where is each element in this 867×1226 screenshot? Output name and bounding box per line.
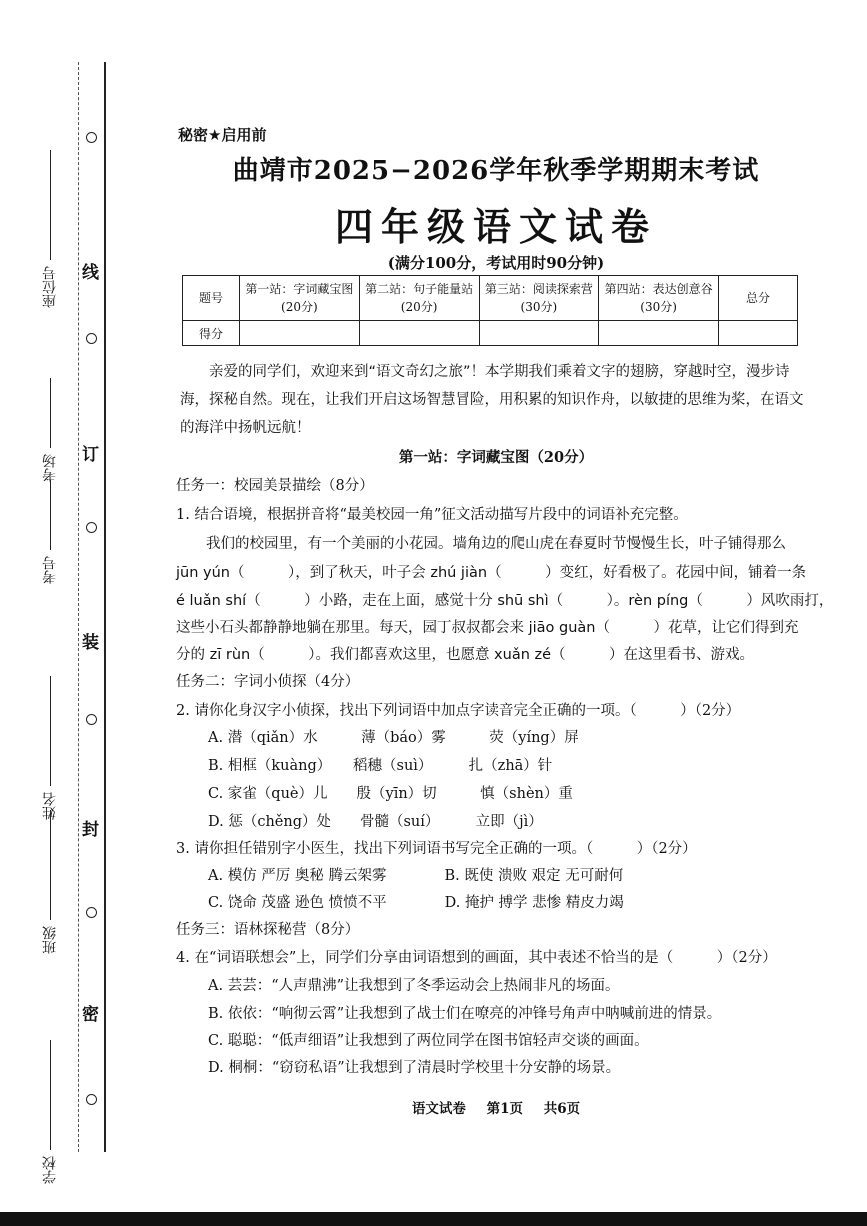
question-1: 1. 结合语境，根据拼音将“最美校园一角”征文活动描写片段中的词语补充完整。 (176, 507, 688, 523)
binding-hole-icon (86, 132, 97, 143)
score-input-cell[interactable] (240, 321, 360, 346)
question-3: 3. 请你担任错别字小医生，找出下列词语书写完全正确的一项。（ ）（2分） (176, 841, 697, 857)
exam-number-field[interactable]: 考号 (40, 480, 60, 584)
footer-subject: 语文试卷 (411, 1101, 466, 1117)
q4-option-b: B. 依依：“响彻云霄”让我想到了战士们在嘹亮的冲锋号角声中呐喊前进的情景。 (208, 1006, 722, 1022)
score-input-cell[interactable] (719, 321, 798, 346)
score-table-cell: 总分 (719, 276, 798, 321)
name-field[interactable]: 姓名 (40, 676, 60, 820)
passage-line: 这些小石头都静静地躺在那里。每天，园丁叔叔都会来 jiāo guàn（ ）花草，让它们得到充 (176, 620, 799, 636)
task-3-heading: 任务三：语林探秘营（8分） (176, 922, 360, 938)
task-2-heading: 任务二：字词小侦探（4分） (176, 674, 360, 690)
page-footer (176, 1097, 816, 1117)
binding-hole-icon (86, 714, 97, 725)
score-input-cell[interactable] (479, 321, 599, 346)
passage-line: é luǎn shí（ ）小路，走在上面，感觉十分 shū shì（ ）。rèn píng（ ）风吹雨打， (176, 593, 834, 609)
intro-paragraph: 亲爱的同学们，欢迎来到“语文奇幻之旅”！本学期我们乘着文字的翅膀，穿越时空，漫步诗海，探秘自然。现在，让我们开启这场智慧冒险，用积累的知识作舟，以敏捷的思维为桨，在语文的海洋中扬帆远航！ (180, 364, 804, 436)
binding-hole-icon (86, 333, 97, 344)
question-4: 4. 在“词语联想会”上，同学们分享由词语想到的画面，其中表述不恰当的是（ ）（2分） (176, 950, 777, 966)
q3-options-cd: C. 饶命 茂盛 逊色 愤愤不平 D. 掩护 搏学 悲惨 精皮力竭 (208, 895, 624, 911)
q3-options-ab: A. 模仿 严厉 奥秘 腾云架雾 B. 既使 溃败 艰定 无可耐何 (208, 868, 624, 884)
score-table-header-row (183, 276, 798, 321)
footer-total: 共6页 (543, 1101, 581, 1117)
footer-page: 第1页 (486, 1101, 523, 1117)
bind-char-zhuang: 装 (82, 633, 99, 653)
binding-line (104, 62, 106, 1152)
exam-note: (满分100分，考试用时90分钟) (387, 254, 605, 272)
score-table-cell: 第三站：阅读探索营 (30分) (479, 276, 599, 321)
school-field[interactable]: 学校 (40, 1040, 60, 1184)
question-2: 2. 请你化身汉字小侦探，找出下列词语中加点字读音完全正确的一项。（ ）（2分） (176, 703, 741, 719)
q2-option-c: C. 家雀（què）儿 殷（yīn）切 慎（shèn）重 (208, 786, 573, 802)
exam-room-field[interactable]: 考场 (40, 378, 60, 482)
q4-option-c: C. 聪聪：“低声细语”让我想到了两位同学在图书馆轻声交谈的画面。 (208, 1033, 649, 1049)
score-table-cell: 第二站：句子能量站 (20分) (359, 276, 479, 321)
score-table-cell: 题号 (183, 276, 240, 321)
passage-line: 我们的校园里，有一个美丽的小花园。墙角边的爬山虎在春夏时节慢慢生长，叶子铺得那么 (206, 536, 786, 552)
seat-number-field[interactable]: 座位号 (40, 150, 60, 308)
score-table-cell: 第一站：字词藏宝图 (20分) (240, 276, 360, 321)
score-table (182, 275, 798, 346)
class-field[interactable]: 班级 (40, 810, 60, 954)
score-table-cell: 第四站：表达创意谷 (30分) (599, 276, 719, 321)
score-input-cell[interactable] (599, 321, 719, 346)
q2-option-b: B. 相框（kuàng） 稻穗（suì） 扎（zhā）针 (208, 758, 553, 774)
q2-option-a: A. 潜（qiǎn）水 薄（báo）雾 荧（yíng）屏 (208, 730, 579, 746)
q4-option-d: D. 桐桐：“窃窃私语”让我想到了清晨时学校里十分安静的场景。 (208, 1060, 621, 1076)
passage-line: jūn yún（ ），到了秋天，叶子会 zhú jiàn（ ）变红，好看极了。花园中间，铺着一条 (176, 565, 807, 581)
secret-label: 秘密★启用前 (178, 126, 267, 144)
binding-hole-icon (86, 907, 97, 918)
bind-char-feng: 封 (82, 820, 99, 840)
score-table-score-row (183, 321, 798, 346)
exam-title: 曲靖市2025−2026学年秋季学期期末考试 (232, 156, 760, 186)
score-table-cell: 得分 (183, 321, 240, 346)
score-input-cell[interactable] (359, 321, 479, 346)
task-1-heading: 任务一：校园美景描绘（8分） (176, 478, 374, 494)
exam-subtitle: 四年级语文试卷 (334, 205, 657, 249)
q2-option-d: D. 惩（chěng）处 骨髓（suí） 立即（jì） (208, 814, 543, 830)
bind-char-xian: 线 (82, 263, 99, 283)
station-1-heading: 第一站：字词藏宝图（20分） (398, 449, 594, 466)
bind-char-ding: 订 (82, 445, 99, 465)
binding-hole-icon (86, 522, 97, 533)
binding-hole-icon (86, 1094, 97, 1105)
passage-line: 分的 zī rùn（ ）。我们都喜欢这里，也愿意 xuǎn zé（ ）在这里看书、游戏。 (176, 647, 755, 663)
bottom-edge (0, 1212, 867, 1226)
bind-char-mi: 密 (82, 1005, 99, 1025)
binding-dashed-line (78, 62, 80, 1152)
q4-option-a: A. 芸芸：“人声鼎沸”让我想到了冬季运动会上热闹非凡的场面。 (208, 978, 620, 994)
